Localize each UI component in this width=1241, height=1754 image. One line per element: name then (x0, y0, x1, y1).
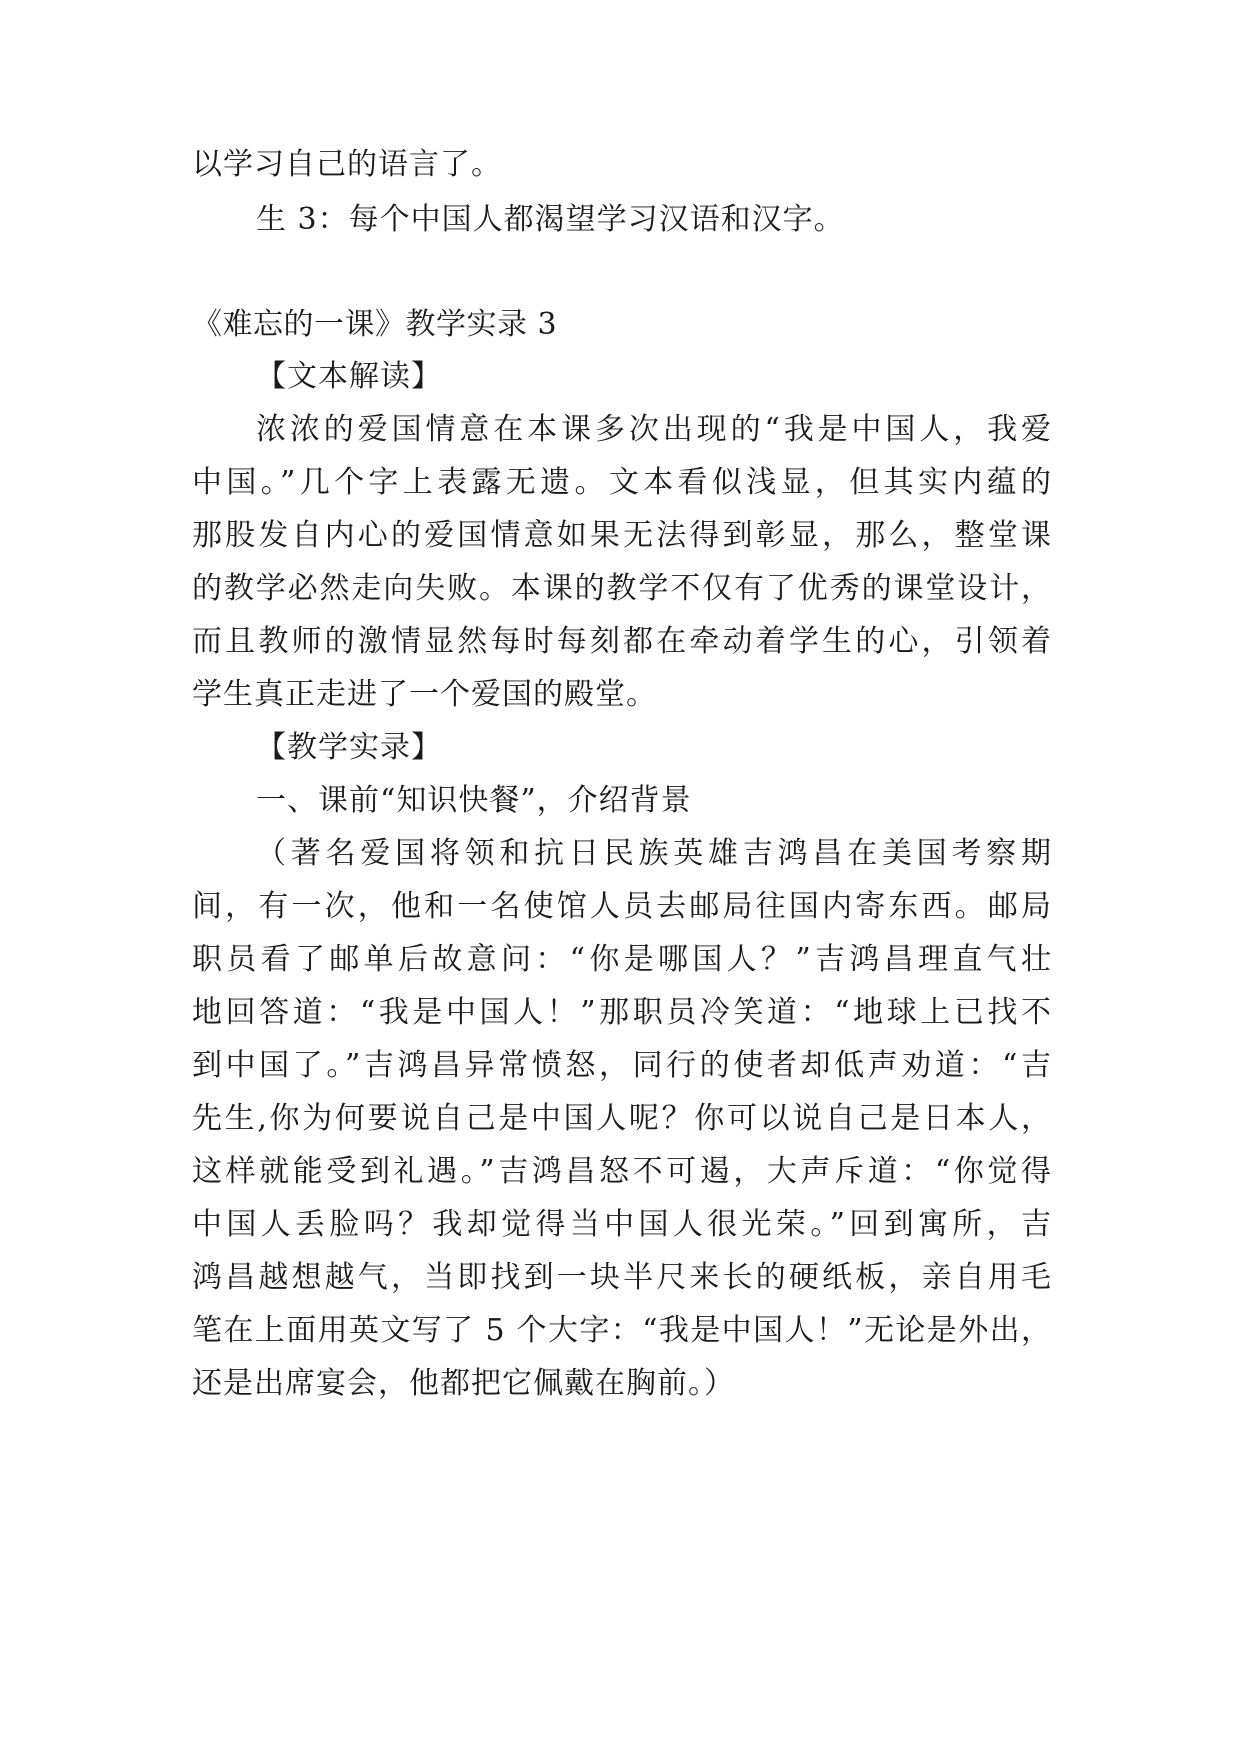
paragraph-line: 这样就能受到礼遇。”吉鸿昌怒不可遏，大声斥道：“你觉得 (192, 1154, 1052, 1189)
paragraph-line: 中国人丢脸吗？我却觉得当中国人很光荣。”回到寓所，吉 (192, 1207, 1052, 1242)
continuation-line-1: 以学习自己的语言了。 (192, 147, 502, 182)
paragraph-line: 还是出席宴会，他都把它佩戴在胸前。） (192, 1366, 735, 1401)
paragraph-line: 职员看了邮单后故意问：“你是哪国人？”吉鸿昌理直气壮 (192, 942, 1052, 977)
paragraph-line: （著名爱国将领和抗日民族英雄吉鸿昌在美国考察期 (256, 836, 1052, 871)
paragraph-line: 到中国了。”吉鸿昌异常愤怒，同行的使者却低声劝道：“吉 (192, 1048, 1052, 1083)
document-title: 《难忘的一课》教学实录 3 (192, 307, 558, 342)
paragraph-line: 鸿昌越想越气，当即找到一块半尺来长的硬纸板，亲自用毛 (192, 1260, 1052, 1295)
section-heading-teaching-record: 【教学实录】 (256, 730, 442, 765)
paragraph-line: 间，有一次，他和一名使馆人员去邮局往国内寄东西。邮局 (192, 889, 1052, 924)
paragraph-line: 的教学必然走向失败。本课的教学不仅有了优秀的课堂设计， (192, 571, 1052, 606)
paragraph-line: 浓浓的爱国情意在本课多次出现的“我是中国人，我爱 (256, 412, 1052, 447)
section-heading-text-reading: 【文本解读】 (256, 359, 442, 394)
paragraph-line: 地回答道：“我是中国人！”那职员冷笑道：“地球上已找不 (192, 995, 1052, 1030)
paragraph-line: 先生,你为何要说自己是中国人呢？你可以说自己是日本人， (192, 1101, 1052, 1136)
paragraph-line: 笔在上面用英文写了 5 个大字：“我是中国人！”无论是外出， (192, 1313, 1052, 1348)
paragraph-line: 中国。”几个字上表露无遗。文本看似浅显，但其实内蕴的 (192, 465, 1052, 500)
paragraph-line: 那股发自内心的爱国情意如果无法得到彰显，那么，整堂课 (192, 518, 1052, 553)
continuation-line-2: 生 3：每个中国人都渴望学习汉语和汉字。 (256, 202, 845, 237)
paragraph-line: 学生真正走进了一个爱国的殿堂。 (192, 677, 657, 712)
paragraph-line: 而且教师的激情显然每时每刻都在牵动着学生的心，引领着 (192, 624, 1052, 659)
subheading-pre-class: 一、课前“知识快餐”，介绍背景 (256, 783, 692, 818)
